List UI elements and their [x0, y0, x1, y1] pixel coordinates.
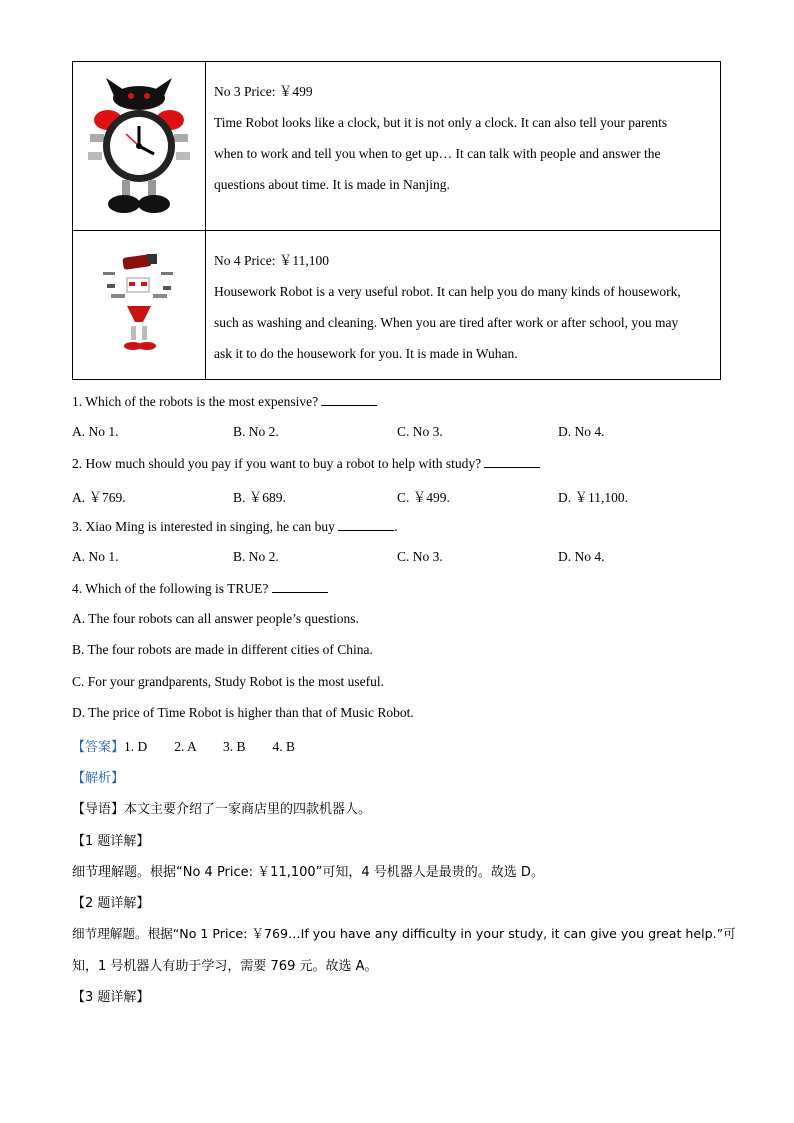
- row-line: Time Robot looks like a clock, but it is not only a clock. It can also tell your parents: [214, 115, 668, 130]
- option-b: B. No 2.: [233, 424, 279, 439]
- option-d: D. No 4.: [558, 549, 605, 564]
- answer-blank: [272, 580, 328, 593]
- row-title: No 4 Price: ￥11,100: [214, 253, 329, 268]
- option-d: D. No 4.: [558, 424, 605, 439]
- time-robot-description: [206, 62, 721, 231]
- time-robot-image: [84, 74, 194, 219]
- option-a: A. No 1.: [72, 549, 119, 564]
- q1-label: 【1 题详解】: [72, 834, 150, 849]
- answer-text: 1. D 2. A 3. B 4. B: [124, 739, 296, 754]
- option-a: A. The four robots can all answer people’s questions.: [72, 611, 359, 626]
- row-line: when to work and tell you when to get up… It can talk with people and answer the: [214, 146, 661, 161]
- row-line: such as washing and cleaning. When you are tired after work or after school, you may: [214, 315, 679, 330]
- option-c: C. For your grandparents, Study Robot is the most useful.: [72, 674, 384, 689]
- question-3: 3. Xiao Ming is interested in singing, he can buy .: [72, 519, 398, 534]
- guide-label: 【导语】: [72, 802, 125, 817]
- answer-blank: [321, 393, 377, 406]
- row-line: Housework Robot is a very useful robot. It can help you do many kinds of housework,: [214, 284, 681, 299]
- option-b: B. The four robots are made in different cities of China.: [72, 642, 373, 657]
- guide-line: [72, 798, 371, 817]
- table-row: [73, 231, 721, 380]
- option-b: B. No 2.: [233, 549, 279, 564]
- row-line: questions about time. It is made in Nanjing.: [214, 177, 450, 192]
- option-c: C. No 3.: [397, 424, 443, 439]
- q3-label: 【3 题详解】: [72, 990, 150, 1005]
- time-robot-image-cell: [73, 62, 206, 231]
- answer-label: 【答案】: [72, 740, 125, 755]
- question-1: [72, 393, 377, 410]
- question-stem: 1. Which of the robots is the most expensive?: [72, 394, 319, 409]
- q2-explanation-line-2: 知，1 号机器人有助于学习，需要 769 元。故选 A。: [72, 959, 378, 974]
- question-4: [72, 580, 328, 597]
- guide-text: 本文主要介绍了一家商店里的四款机器人。: [124, 802, 372, 817]
- answer-blank: [338, 518, 394, 531]
- question-2: [72, 455, 540, 472]
- option-a: A. No 1.: [72, 424, 119, 439]
- option-d: D. ￥11,100.: [558, 490, 628, 505]
- question-stem: 3. Xiao Ming is interested in singing, he can buy: [72, 519, 335, 534]
- q2-label: 【2 题详解】: [72, 896, 150, 911]
- option-a: A. ￥769.: [72, 490, 126, 505]
- row-title: No 3 Price: ￥499: [214, 84, 313, 99]
- q1-explanation: 细节理解题。根据“No 4 Price: ￥11,100”可知，4 号机器人是最贵的。故选 D。: [72, 865, 544, 880]
- row-line: ask it to do the housework for you. It is made in Wuhan.: [214, 346, 518, 361]
- table-row: [73, 62, 721, 231]
- option-c: C. ￥499.: [397, 490, 450, 505]
- option-b: B. ￥689.: [233, 490, 286, 505]
- option-d: D. The price of Time Robot is higher than that of Music Robot.: [72, 705, 414, 720]
- housework-robot-description: [206, 231, 721, 380]
- housework-robot-image-cell: [73, 231, 206, 380]
- question-stem: 2. How much should you pay if you want to buy a robot to help with study?: [72, 456, 482, 471]
- option-c: C. No 3.: [397, 549, 443, 564]
- q2-explanation-line-1: 细节理解题。根据“No 1 Price: ￥769…If you have any difficulty in your study, it can give you great help.”可: [72, 926, 736, 941]
- robot-table: [72, 61, 721, 380]
- question-stem: 4. Which of the following is TRUE?: [72, 581, 269, 596]
- housework-robot-image: [99, 250, 179, 360]
- answer-blank: [484, 455, 540, 468]
- analysis-label: 【解析】: [72, 771, 125, 786]
- answer-line: [72, 736, 295, 755]
